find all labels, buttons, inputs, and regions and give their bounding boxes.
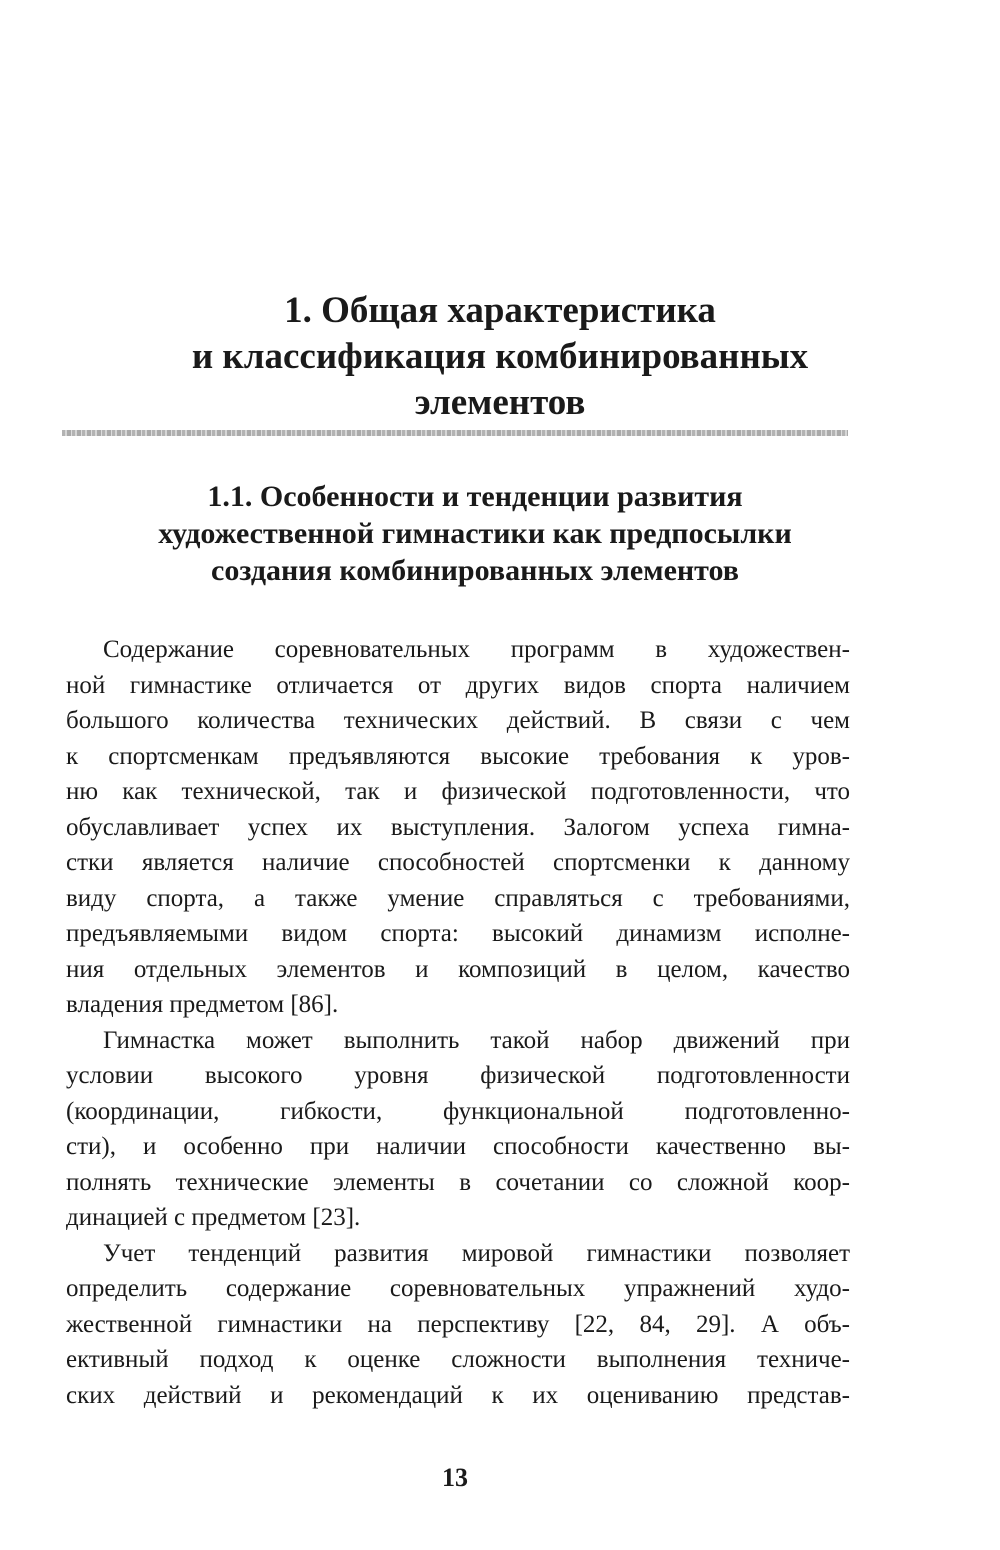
- text-line: (координации, гибкости, функциональной подготовленно-: [66, 1097, 850, 1125]
- text-line: ню как технической, так и физической подготовленности, что: [66, 778, 850, 805]
- text-line: полнять технические элементы в сочетании со сложной коор-: [66, 1168, 850, 1196]
- paragraph: [66, 1236, 850, 1414]
- section-title-line: создания комбинированных элементов: [211, 554, 739, 587]
- text-line: динацией с предметом [23].: [66, 1204, 361, 1231]
- text-line: Гимнастка может выполнить такой набор движений при: [103, 1026, 850, 1054]
- text-line: ной гимнастике отличается от других видов спорта наличием: [66, 671, 850, 699]
- text-line: большого количества технических действий. В связи с чем: [66, 707, 850, 734]
- text-line: условии высокого уровня физической подготовленности: [66, 1062, 850, 1089]
- text-line: владения предметом [86].: [66, 991, 339, 1018]
- chapter-title-line: элементов: [414, 382, 586, 423]
- page-number: 13: [442, 1463, 468, 1492]
- chapter-title-line: 1. Общая характеристика: [284, 290, 716, 331]
- text-line: виду спорта, а также умение справляться с требованиями,: [66, 884, 850, 912]
- text-line: Учет тенденций развития мировой гимнастики позволяет: [103, 1239, 850, 1267]
- text-line: ективный подход к оценке сложности выполнения техниче-: [66, 1346, 850, 1373]
- text-line: определить содержание соревновательных упражнений худо-: [66, 1275, 850, 1302]
- chapter-divider: [62, 430, 848, 436]
- section-title-line: художественной гимнастики как предпосылки: [158, 517, 792, 550]
- text-line: обуславливает успех их выступления. Залогом успеха гимна-: [66, 813, 850, 841]
- chapter-title: [60, 288, 940, 426]
- section-title-line: 1.1. Особенности и тенденции развития: [207, 480, 743, 513]
- text-line: Содержание соревновательных программ в художествен-: [103, 636, 850, 663]
- section-title: [40, 478, 910, 589]
- text-line: сти), и особенно при наличии способности качественно вы-: [66, 1133, 850, 1160]
- text-line: стки является наличие способностей спортсменки к данному: [66, 849, 850, 876]
- text-line: ния отдельных элементов и композиций в целом, качество: [66, 955, 850, 983]
- text-line: к спортсменкам предъявляются высокие требования к уров-: [66, 742, 850, 770]
- paragraph: [66, 1023, 850, 1236]
- body-text: [66, 632, 850, 1413]
- chapter-title-line: и классификация комбинированных: [191, 336, 809, 377]
- text-line: предъявляемыми видом спорта: высокий динамизм исполне-: [66, 920, 850, 947]
- text-line: ских действий и рекомендаций к их оцениванию представ-: [66, 1381, 850, 1409]
- paragraph: [66, 632, 850, 1023]
- text-line: жественной гимнастики на перспективу [22, 84, 29]. А объ-: [66, 1310, 850, 1338]
